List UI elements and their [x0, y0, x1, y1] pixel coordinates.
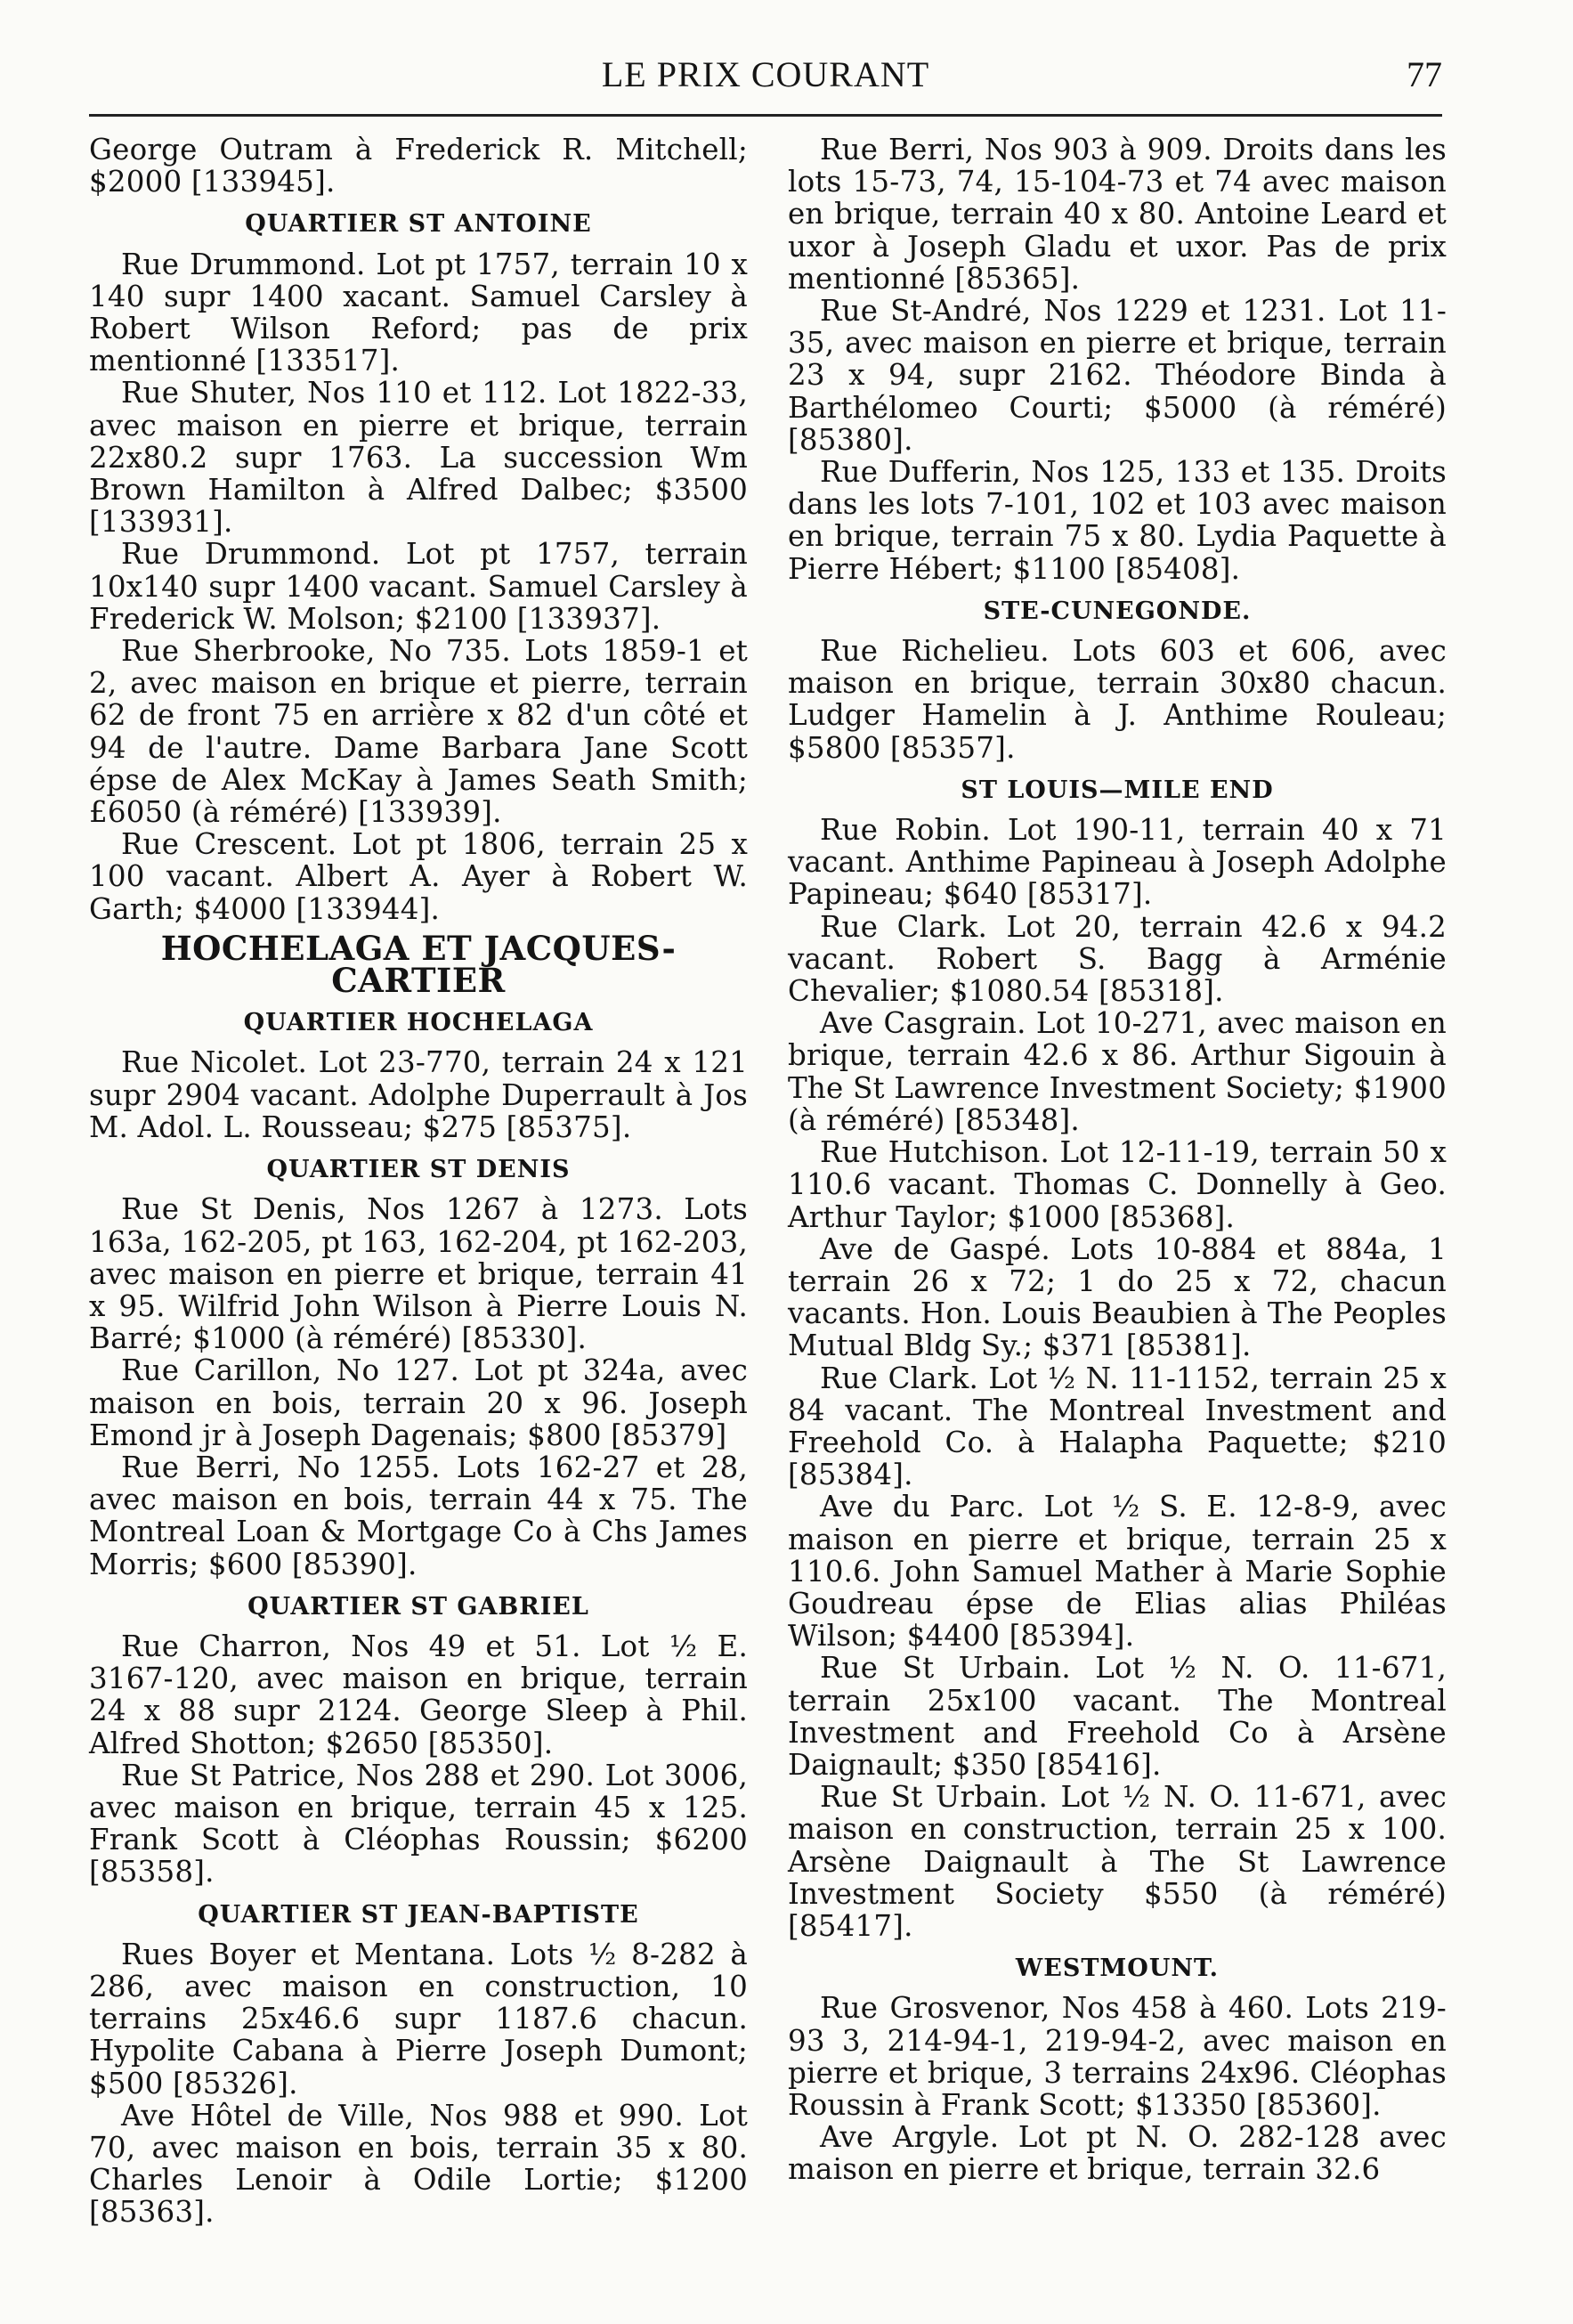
listing-entry: Rue Carillon, No 127. Lot pt 324a, avec maison en bois, terrain 20 x 96. Joseph Emond jr à Joseph Dagenais; $800 [85379]: [89, 1353, 748, 1452]
listing-entry: Rue Charron, Nos 49 et 51. Lot ½ E. 3167-120, avec maison en brique, terrain 24 x 88 supr 2124. George Sleep à Phil. Alfred Shotton; $2650 [85350].: [89, 1629, 748, 1760]
page-header: [89, 53, 1442, 107]
listing-entry: Rue St Urbain. Lot ½ N. O. 11-671, terrain 25x100 vacant. The Montreal Investment and Freehold Co à Arsène Daignault; $350 [85416].: [788, 1651, 1447, 1782]
listing-entry: George Outram à Frederick R. Mitchell; $2000 [133945].: [89, 133, 748, 199]
listing-entry: Rue Berri, Nos 903 à 909. Droits dans les lots 15-73, 74, 15-104-73 et 74 avec maison en brique, terrain 40 x 80. Antoine Leard et uxor à Joseph Gladu et uxor. Pas de prix mentionné [85365].: [788, 133, 1447, 296]
listing-entry: Rue Clark. Lot 20, terrain 42.6 x 94.2 vacant. Robert S. Bagg à Arménie Chevalier; $1080.54 [85318].: [788, 909, 1447, 1009]
section-heading: STE-CUNEGONDE.: [983, 597, 1252, 625]
section-heading: QUARTIER HOCHELAGA: [243, 1009, 594, 1037]
listing-entry: Rue St Urbain. Lot ½ N. O. 11-671, avec maison en construction, terrain 25 x 100. Arsène Daignault à The St Lawrence Investment Society $550 (à réméré) [85417].: [788, 1780, 1447, 1943]
listing-entry: Ave du Parc. Lot ½ S. E. 12-8-9, avec maison en pierre et brique, terrain 25 x 110.6. John Samuel Mather à Marie Sophie Goudreau épse de Elias alias Philéas Wilson; $4400 [85394].: [788, 1490, 1447, 1654]
section-heading: WESTMOUNT.: [1015, 1954, 1220, 1983]
listing-entry: Rue Shuter, Nos 110 et 112. Lot 1822-33, avec maison en pierre et brique, terrain 22x80.2 supr 1763. La succession Wm Brown Hamilton à Alfred Dalbec; $3500 [133931].: [89, 376, 748, 540]
listing-entry: Rue St Patrice, Nos 288 et 290. Lot 3006, avec maison en brique, terrain 45 x 125. Frank Scott à Cléophas Roussin; $6200 [85358].: [89, 1758, 748, 1889]
listing-entry: Rue Richelieu. Lots 603 et 606, avec maison en brique, terrain 30x80 chacun. Ludger Hamelin à J. Anthime Rouleau; $5800 [85357].: [788, 634, 1447, 765]
section-heading: QUARTIER ST JEAN-BAPTISTE: [198, 1900, 639, 1929]
listing-entry: Rue Drummond. Lot pt 1757, terrain 10x140 supr 1400 vacant. Samuel Carsley à Frederick W. Molson; $2100 [133937].: [89, 537, 748, 636]
listing-entry: Ave Casgrain. Lot 10-271, avec maison en brique, terrain 42.6 x 86. Arthur Sigouin à The St Lawrence Investment Society; $1900 (à réméré) [85348].: [788, 1006, 1447, 1137]
left-column: [89, 134, 748, 2229]
listing-entry: Rue Grosvenor, Nos 458 à 460. Lots 219-93 3, 214-94-1, 219-94-2, avec maison en pierre et brique, 3 terrains 24x96. Cléophas Roussin à Frank Scott; $13350 [85360].: [788, 1991, 1447, 2122]
listing-entry: Rue Dufferin, Nos 125, 133 et 135. Droits dans les lots 7-101, 102 et 103 avec maison en brique, terrain 75 x 80. Lydia Paquette à Pierre Hébert; $1100 [85408].: [788, 455, 1447, 586]
listing-entry: Rue Hutchison. Lot 12-11-19, terrain 50 x 110.6 vacant. Thomas C. Donnelly à Geo. Arthur Taylor; $1000 [85368].: [788, 1135, 1447, 1234]
section-heading: ST LOUIS—MILE END: [961, 776, 1274, 804]
running-title: LE PRIX COURANT: [601, 54, 930, 94]
listing-entry: Ave Hôtel de Ville, Nos 988 et 990. Lot 70, avec maison en bois, terrain 35 x 80. Charles Lenoir à Odile Lortie; $1200 [85363].: [89, 2098, 748, 2230]
listing-entry: Rue Crescent. Lot pt 1806, terrain 25 x 100 vacant. Albert A. Ayer à Robert W. Garth; $4000 [133944].: [89, 827, 748, 926]
listing-entry: Rue Robin. Lot 190-11, terrain 40 x 71 vacant. Anthime Papineau à Joseph Adolphe Papineau; $640 [85317].: [788, 813, 1447, 912]
page-number: 77: [1407, 54, 1442, 94]
district-heading: HOCHELAGA ET JACQUES-CARTIER: [160, 928, 677, 1001]
listing-entry: Rue Nicolet. Lot 23-770, terrain 24 x 121 supr 2904 vacant. Adolphe Duperrault à Jos M. Adol. L. Rousseau; $275 [85375].: [89, 1045, 748, 1144]
header-rule: [89, 114, 1442, 117]
listing-entry: Ave de Gaspé. Lots 10-884 et 884a, 1 terrain 26 x 72; 1 do 25 x 72, chacun vacants. Hon. Louis Beaubien à The Peoples Mutual Bldg Sy.; $371 [85381].: [788, 1231, 1447, 1363]
listing-entry: Rue St Denis, Nos 1267 à 1273. Lots 163a, 162-205, pt 163, 162-204, pt 162-203, avec maison en pierre et brique, terrain 41 x 95. Wilfrid John Wilson à Pierre Louis N. Barré; $1000 (à réméré) [85330].: [89, 1192, 748, 1356]
listing-entry: Rues Boyer et Mentana. Lots ½ 8-282 à 286, avec maison en construction, 10 terrains 25x46.6 supr 1187.6 chacun. Hypolite Cabana à Pierre Joseph Dumont; $500 [85326].: [89, 1937, 748, 2101]
section-heading: QUARTIER ST GABRIEL: [247, 1592, 589, 1621]
section-heading: QUARTIER ST ANTOINE: [245, 210, 592, 239]
listing-entry: Rue Drummond. Lot pt 1757, terrain 10 x 140 supr 1400 xacant. Samuel Carsley à Robert Wilson Reford; pas de prix mentionné [133517].: [89, 247, 748, 378]
section-heading: QUARTIER ST DENIS: [266, 1156, 571, 1184]
listing-entry: Rue Sherbrooke, No 735. Lots 1859-1 et 2, avec maison en brique et pierre, terrain 62 de front 75 en arrière x 82 d'un côté et 94 de l'autre. Dame Barbara Jane Scott épse de Alex McKay à James Seath Smith; £6050 (à réméré) [133939].: [89, 634, 748, 830]
right-column: [788, 134, 1447, 2186]
listing-entry: Rue Clark. Lot ½ N. 11-1152, terrain 25 x 84 vacant. The Montreal Investment and Freehold Co. à Halapha Paquette; $210 [85384].: [788, 1361, 1447, 1492]
listing-entry: Rue St-André, Nos 1229 et 1231. Lot 11-35, avec maison en pierre et brique, terrain 23 x 94, supr 2162. Théodore Binda à Barthélomeo Courti; $5000 (à réméré) [85380].: [788, 294, 1447, 457]
listing-entry: Rue Berri, No 1255. Lots 162-27 et 28, avec maison en bois, terrain 44 x 75. The Montreal Loan & Mortgage Co à Chs James Morris; $600 [85390].: [89, 1450, 748, 1581]
listing-entry: Ave Argyle. Lot pt N. O. 282-128 avec maison en pierre et brique, terrain 32.6: [788, 2120, 1447, 2187]
